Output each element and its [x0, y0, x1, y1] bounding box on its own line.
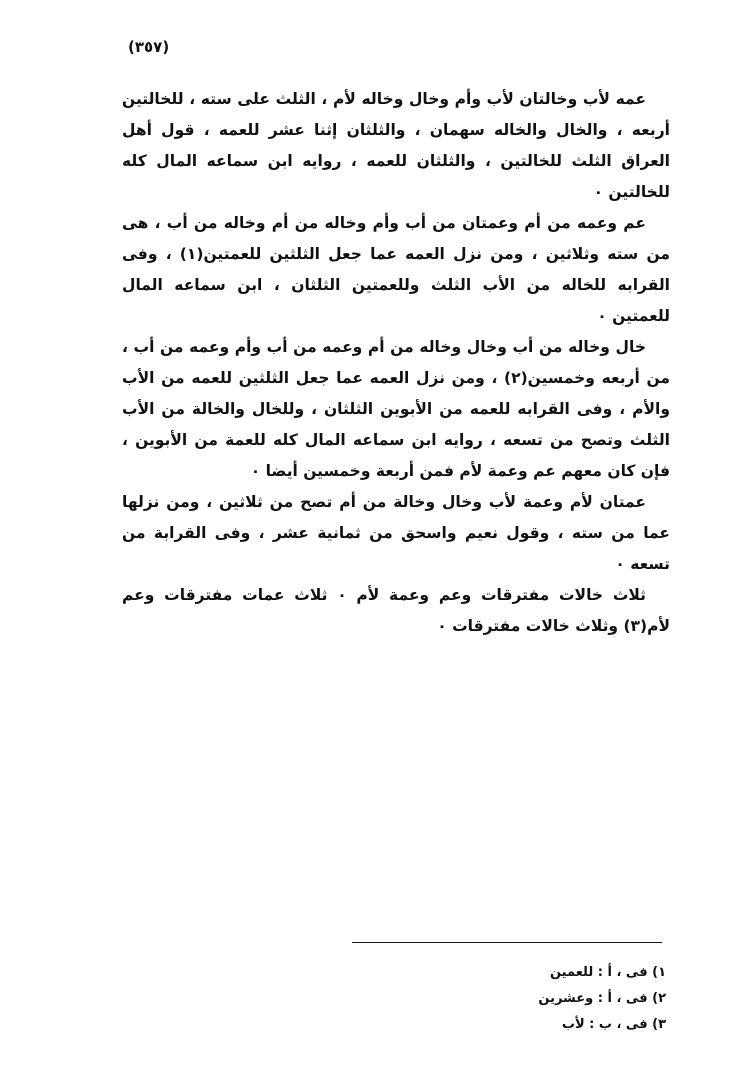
- footnote-divider: [352, 942, 662, 943]
- footnote-2: ٢) فى ، أ : وعشرين: [538, 991, 666, 1006]
- paragraph-5: ثلاث خالات مفترقات وعم وعمة لأم ٠ ثلاث عمات مفترقات وعم لأم(٣) وثلاث خالات مفترقات ٠: [122, 586, 670, 635]
- footnote-3: ٣) فى ، ب : لأب: [561, 1017, 666, 1032]
- page-number: (٣٥٧): [128, 38, 170, 56]
- paragraph-3: خال وخاله من أب وخال وخاله من أم وعمه من أب وأم وعمه من أب ، من أربعه وخمسين(٢) ، ومن نزل العمه عما جعل الثلثين للعمه من الأب والأم ، وفى القرابه للعمه من الأبوين الثلثان ، وللخال والخالة من الأب الثلث وتصح من تسعه ، روايه ابن سماعه المال كله للعمة من الأبوين ، فإن كان معهم عم وعمة لأم فمن أربعة وخمسين أيضا ٠: [122, 338, 670, 480]
- footnotes: [366, 960, 666, 1038]
- footnote-1: ١) فى ، أ : للعمين: [549, 965, 666, 980]
- paragraph-4: عمتان لأم وعمة لأب وخال وخالة من أم تصح من ثلاثين ، ومن نزلها عما من سته ، وقول نعيم واسحق من ثمانية عشر ، وفى القرابة من تسعه ٠: [122, 493, 670, 573]
- paragraph-2: عم وعمه من أم وعمتان من أب وأم وخاله من أم وخاله من أب ، هى من سته وثلاثين ، ومن نزل العمه عما جعل الثلثين للعمتين(١) ، وفى القرابه للخاله من الأب الثلث وللعمتين الثلثان ، ابن سماعه المال للعمتين ٠: [122, 214, 670, 325]
- body-text: [122, 84, 670, 642]
- paragraph-1: عمه لأب وخالتان لأب وأم وخال وخاله لأم ، الثلث على سته ، للخالتين أربعه ، والخال والخاله سهمان ، والثلثان إثنا عشر للعمه ، قول أهل العراق الثلث للخالتين ، والثلثان للعمه ، روايه ابن سماعه المال كله للخالتين ٠: [122, 90, 670, 201]
